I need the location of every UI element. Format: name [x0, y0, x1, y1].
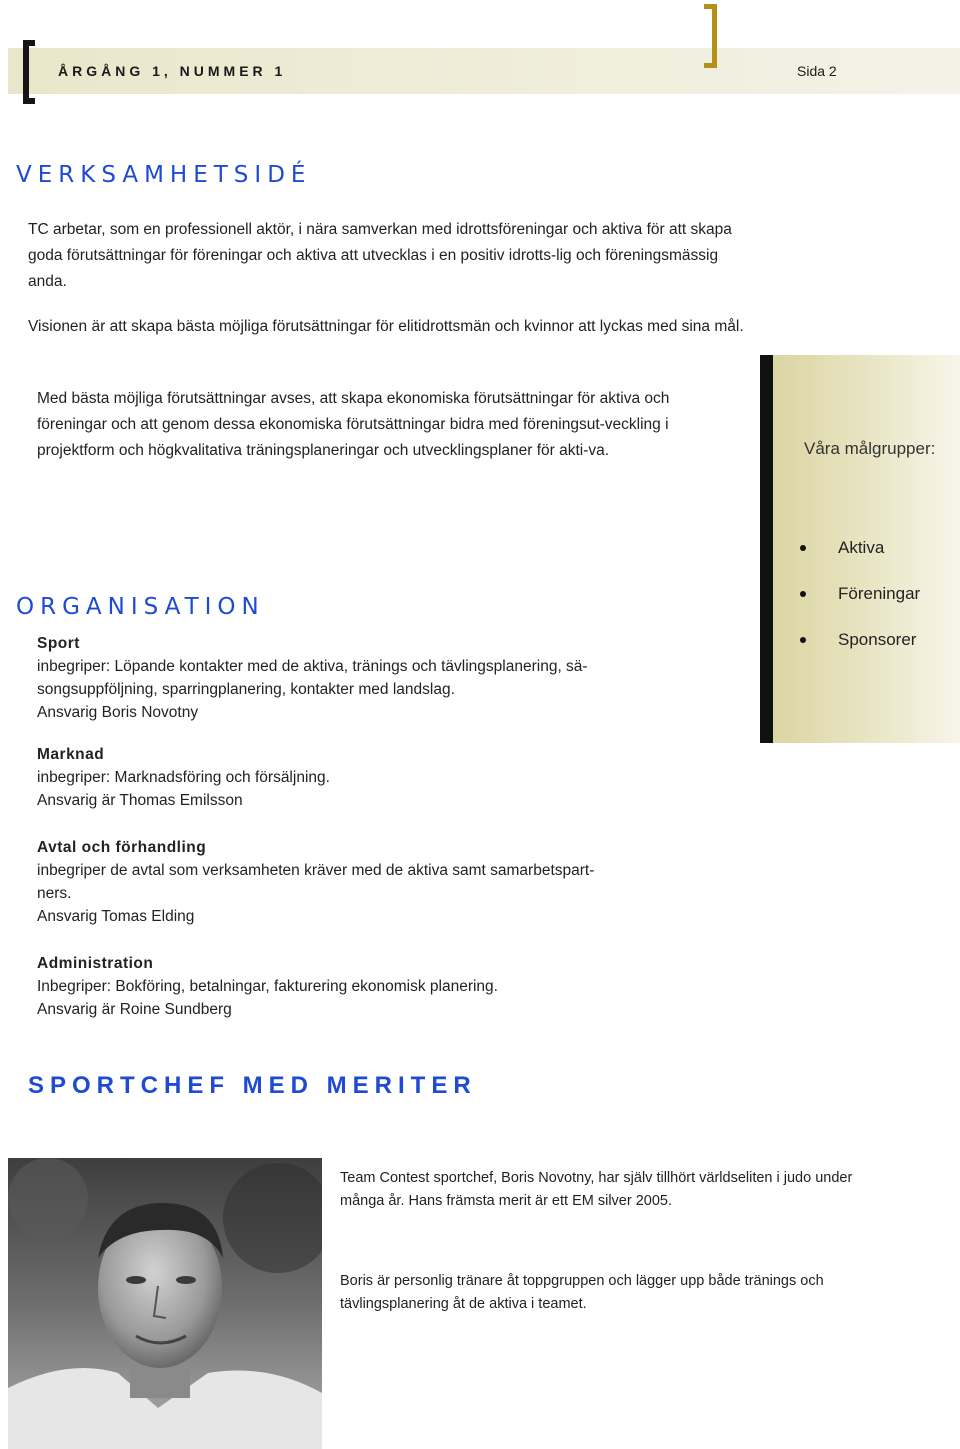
- target-group-item: [800, 535, 920, 581]
- target-group-label: Aktiva: [838, 538, 885, 557]
- org-section-name: Avtal och förhandling: [37, 839, 207, 856]
- bracket-right-decoration: [704, 4, 717, 68]
- org-section-line: Inbegriper: Bokföring, betalningar, fakturering ekonomisk planering.: [37, 978, 498, 995]
- target-groups-list: [800, 535, 920, 673]
- portrait-photo: [8, 1158, 322, 1449]
- org-section-name: Sport: [37, 635, 80, 652]
- org-section-responsible: Ansvarig Boris Novotny: [37, 704, 199, 721]
- org-section-line: inbegriper de avtal som verksamheten kräver med de aktiva samt samarbetspart-: [37, 862, 595, 879]
- org-section-line: songsuppföljning, sparringplanering, kontakter med landslag.: [37, 681, 455, 698]
- page-number: Sida 2: [797, 63, 837, 79]
- organisation-title: ORGANISATION: [16, 594, 265, 620]
- sportchef-text-1: Team Contest sportchef, Boris Novotny, har själv tillhört världseliten i judo under många år. Hans främsta merit är ett EM silver 2005.: [340, 1170, 853, 1209]
- org-section-marknad: [37, 743, 697, 812]
- org-section-name: Marknad: [37, 746, 105, 763]
- bullet-icon: [800, 591, 806, 597]
- org-section-line: ners.: [37, 885, 72, 902]
- sportchef-text-2: Boris är personlig tränare åt toppgruppen och lägger upp både tränings och tävlingsplanering åt de aktiva i teamet.: [340, 1273, 824, 1312]
- bracket-left-decoration: [23, 40, 35, 104]
- org-section-name: Administration: [37, 955, 154, 972]
- org-section-avtal: [37, 836, 697, 928]
- portrait-illustration: [8, 1158, 322, 1449]
- verksamhet-paragraph-1: TC arbetar, som en professionell aktör, i nära samverkan med idrottsföreningar och aktiva för att skapa goda förutsättningar för föreningar och aktiva att utvecklas i en positiv idrotts-lig och föreningsmässig anda.: [28, 221, 732, 290]
- target-groups-panel-edge: [760, 355, 773, 743]
- target-group-item: [800, 627, 920, 673]
- verksamhet-title: VERKSAMHETSIDÉ: [16, 162, 312, 188]
- bullet-icon: [800, 545, 806, 551]
- verksamhet-paragraph-2: Visionen är att skapa bästa möjliga förutsättningar för elitidrottsmän och kvinnor att lyckas med sina mål.: [28, 318, 744, 335]
- org-section-responsible: Ansvarig är Thomas Emilsson: [37, 792, 243, 809]
- issue-label: ÅRGÅNG 1, NUMMER 1: [58, 63, 287, 79]
- sportchef-title: SPORTCHEF MED MERITER: [28, 1072, 477, 1099]
- target-group-label: Föreningar: [838, 584, 921, 603]
- target-group-label: Sponsorer: [838, 630, 917, 649]
- bullet-icon: [800, 637, 806, 643]
- org-section-responsible: Ansvarig är Roine Sundberg: [37, 1001, 232, 1018]
- target-groups-title: Våra målgrupper:: [804, 439, 936, 458]
- org-section-line: inbegriper: Marknadsföring och försäljning.: [37, 769, 330, 786]
- verksamhet-paragraph-3: Med bästa möjliga förutsättningar avses, att skapa ekonomiska förutsättningar för aktiva och föreningar och att genom dessa ekonomiska förutsättningar bidra med föreningsut-veckling i projektform och högkvalitativa träningsplaneringar och utvecklingsplaner för akti-va.: [37, 390, 670, 459]
- org-section-responsible: Ansvarig Tomas Elding: [37, 908, 195, 925]
- org-section-administration: [37, 952, 697, 1021]
- org-section-sport: [37, 632, 697, 724]
- target-group-item: [800, 581, 920, 627]
- org-section-line: inbegriper: Löpande kontakter med de aktiva, tränings och tävlingsplanering, sä-: [37, 658, 588, 675]
